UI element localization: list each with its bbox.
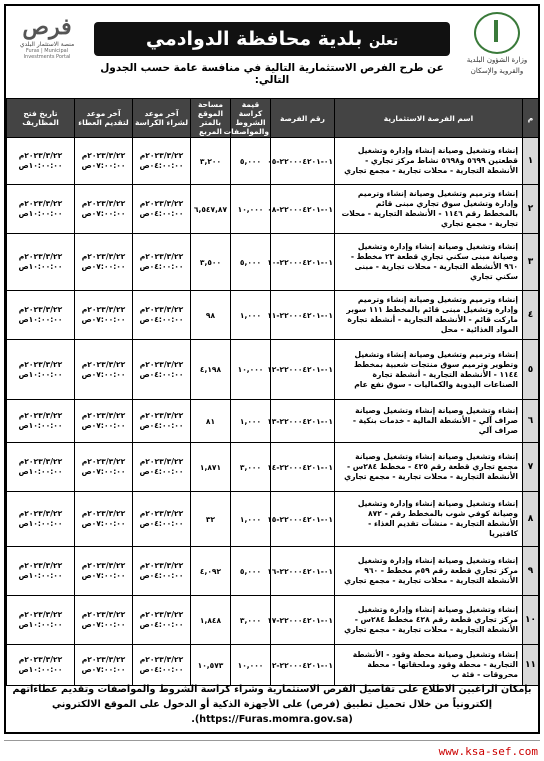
row-number: ٨ xyxy=(523,492,539,547)
booklet-price: ٥,٠٠٠ xyxy=(231,138,271,185)
booklet-price: ١٠,٠٠٠ xyxy=(231,185,271,234)
booklet-price: ١٠,٠٠٠ xyxy=(231,645,271,686)
ministry-logo xyxy=(462,12,532,78)
opening-date-date: ٢٠٢٣/٣/٢٢م xyxy=(18,151,63,160)
last-purchase-cell xyxy=(133,138,191,185)
opening-date-time: ١٠:٠٠:٠٠ص xyxy=(18,161,63,170)
last-purchase-time: ٠٤:٠٠:٠٠ص xyxy=(139,665,184,674)
opening-date-cell xyxy=(7,234,75,291)
table-row xyxy=(7,400,539,443)
last-submit-cell xyxy=(75,234,133,291)
site-area: ٨١ xyxy=(191,400,231,443)
opening-date-time: ١٠:٠٠:٠٠ص xyxy=(18,571,63,580)
opening-date-date: ٢٠٢٣/٣/٢٢م xyxy=(18,359,63,369)
last-submit-cell xyxy=(75,596,133,645)
last-submit-date: ٢٠٢٣/٣/٢٢م xyxy=(81,610,126,619)
site-area: ٤,٠٩٢ xyxy=(191,547,231,596)
last-purchase-time: ٠٤:٠٠:٠٠ص xyxy=(139,209,184,218)
watermark-link[interactable]: www.ksa-sef.com xyxy=(438,745,538,758)
last-submit-date: ٢٠٢٣/٣/٢٢م xyxy=(81,655,126,664)
header-last-purchase: آخر موعد لشراء الكراسة xyxy=(133,99,191,138)
furas-logo xyxy=(12,14,82,74)
opportunity-number: ٠١-٢٢٠٠٠٤٢٠١-١١ xyxy=(271,291,335,340)
last-purchase-time: ٠٤:٠٠:٠٠ص xyxy=(139,421,184,430)
table-row xyxy=(7,138,539,185)
opening-date-cell xyxy=(7,547,75,596)
row-number: ١١ xyxy=(523,645,539,686)
last-submit-time: ٠٧:٠٠:٠٠ص xyxy=(81,315,126,324)
last-submit-date: ٢٠٢٣/٣/٢٢م xyxy=(81,509,126,518)
booklet-price: ١,٠٠٠ xyxy=(231,492,271,547)
opening-date-date: ٢٠٢٣/٣/٢٢م xyxy=(18,509,63,518)
advertisement-frame xyxy=(4,4,540,734)
opening-date-time: ١٠:٠٠:٠٠ص xyxy=(18,209,63,218)
last-purchase-cell xyxy=(133,645,191,686)
last-submit-cell xyxy=(75,138,133,185)
last-purchase-date: ٢٠٢٣/٣/٢٢م xyxy=(139,199,184,208)
opening-date-cell xyxy=(7,138,75,185)
last-submit-time: ٠٧:٠٠:٠٠ص xyxy=(81,665,126,674)
last-purchase-cell xyxy=(133,234,191,291)
last-purchase-cell xyxy=(133,443,191,492)
table-row xyxy=(7,185,539,234)
opportunity-name: إنشاء وتشغيل وصيانة إنشاء وإدارة وتشغيل قطعتين ٥٦٩٩ و٥٦٩٨ نشاط مركز تجاري - الأنشطة التجارية - محلات تجارية - مجمع تجاري xyxy=(335,138,523,185)
last-submit-time: ٠٧:٠٠:٠٠ص xyxy=(81,262,126,271)
opportunity-name: إنشاء وتشغيل وصيانة إنشاء وتشغيل وصيانة مجمع تجاري قطعة رقم ٤٢٥ - مخطط ٢٨٤س - الأنشطة التجارية - محلات تجارية - مجمع تجاري xyxy=(335,443,523,492)
furas-caption-en: Furas | Municipal Investments Portal xyxy=(23,48,71,60)
last-purchase-time: ٠٤:٠٠:٠٠ص xyxy=(139,369,184,379)
table-row xyxy=(7,596,539,645)
row-number: ١ xyxy=(523,138,539,185)
last-purchase-time: ٠٤:٠٠:٠٠ص xyxy=(139,519,184,528)
opportunity-name: إنشاء وتشغيل وصيانة إنشاء وإدارة وتشغيل مركز تجاري قطعة رقم ٥٩م مخطط - ٩٦٠ الأنشطة التجارية - محلات تجارية - مجمع تجاري xyxy=(335,547,523,596)
site-area: ١,٨٧١ xyxy=(191,443,231,492)
divider xyxy=(4,740,540,741)
table-row xyxy=(7,291,539,340)
last-submit-time: ٠٧:٠٠:٠٠ص xyxy=(81,571,126,580)
furas-logo-text: فرص xyxy=(22,14,72,40)
last-submit-time: ٠٧:٠٠:٠٠ص xyxy=(81,620,126,629)
last-submit-time: ٠٧:٠٠:٠٠ص xyxy=(81,421,126,430)
last-purchase-cell xyxy=(133,596,191,645)
table-row xyxy=(7,645,539,686)
opening-date-date: ٢٠٢٣/٣/٢٢م xyxy=(18,457,63,466)
title-banner xyxy=(94,22,450,56)
opening-date-time: ١٠:٠٠:٠٠ص xyxy=(18,369,63,379)
last-purchase-date: ٢٠٢٣/٣/٢٢م xyxy=(139,411,184,420)
opening-date-time: ١٠:٠٠:٠٠ص xyxy=(18,315,63,324)
last-purchase-cell xyxy=(133,185,191,234)
site-area: ٩٨ xyxy=(191,291,231,340)
opening-date-date: ٢٠٢٣/٣/٢٢م xyxy=(18,305,63,314)
header-booklet-price: قيمة كراسة الشروط والمواصفات xyxy=(223,100,269,136)
last-submit-date: ٢٠٢٣/٣/٢٢م xyxy=(81,457,126,466)
header-name: اسم الفرصة الاستثمارية xyxy=(335,99,523,138)
opportunity-number: ٠١-٢٢٠٠٠٤٢٠١-١٢ xyxy=(271,340,335,400)
header-last-submit: آخر موعد لتقديم العطاء xyxy=(75,99,133,138)
opening-date-cell xyxy=(7,291,75,340)
last-submit-time: ٠٧:٠٠:٠٠ص xyxy=(81,467,126,476)
opening-date-cell xyxy=(7,340,75,400)
booklet-price: ١٠,٠٠٠ xyxy=(231,340,271,400)
opportunity-name: إنشاء وتشغيل وصيانة إنشاء وتشغيل وصيانة صراف آلي - الأنشطة المالية - خدمات بنكية - صراف آلي xyxy=(335,400,523,443)
table-row xyxy=(7,547,539,596)
announcer-text: تعلن xyxy=(368,34,399,49)
last-purchase-time: ٠٤:٠٠:٠٠ص xyxy=(139,571,184,580)
last-purchase-time: ٠٤:٠٠:٠٠ص xyxy=(139,620,184,629)
municipality-title: بلدية محافظة الدوادمي xyxy=(145,28,363,50)
last-submit-date: ٢٠٢٣/٣/٢٢م xyxy=(81,151,126,160)
last-submit-cell xyxy=(75,400,133,443)
opening-date-time: ١٠:٠٠:٠٠ص xyxy=(18,467,63,476)
header xyxy=(6,6,538,96)
opportunity-name: إنشاء وترميم وتشغيل وصيانة إنشاء وتشغيل وتطوير وترميم سوق منتجات شعبية بمخطط ١١٤٤ - الأنشطة التجارية - أنشطة تجارة الصناعات اليدوية والكماليات - سوق نفع عام xyxy=(335,340,523,400)
row-number: ٦ xyxy=(523,400,539,443)
last-purchase-date: ٢٠٢٣/٣/٢٢م xyxy=(139,610,184,619)
last-submit-cell xyxy=(75,547,133,596)
ministry-line-2: والقروية والإسكان xyxy=(470,67,524,75)
last-purchase-date: ٢٠٢٣/٣/٢٢م xyxy=(139,655,184,664)
last-submit-date: ٢٠٢٣/٣/٢٢م xyxy=(81,411,126,420)
booklet-price: ١,٠٠٠ xyxy=(231,291,271,340)
row-number: ٥ xyxy=(523,340,539,400)
last-purchase-cell xyxy=(133,400,191,443)
booklet-price: ٣,٠٠٠ xyxy=(231,596,271,645)
opening-date-cell xyxy=(7,492,75,547)
last-purchase-date: ٢٠٢٣/٣/٢٢م xyxy=(139,252,184,261)
opportunity-name: إنشاء وتشغيل وصيانة إنشاء وإدارة وتشغيل وصيانة كوفي شوب بالمخطط رقم - ٨٧٢ الأنشطة التجارية - منشآت تقديم الغذاء - كافتيريا xyxy=(335,492,523,547)
site-area: ٤,١٩٨ xyxy=(191,340,231,400)
last-submit-date: ٢٠٢٣/٣/٢٢م xyxy=(81,199,126,208)
site-area: ١,٨٤٨ xyxy=(191,596,231,645)
ministry-line-1: وزارة الشؤون البلدية xyxy=(466,56,528,64)
opening-date-time: ١٠:٠٠:٠٠ص xyxy=(18,421,63,430)
table-header-row xyxy=(7,99,539,138)
opening-date-cell xyxy=(7,645,75,686)
last-purchase-date: ٢٠٢٣/٣/٢٢م xyxy=(139,509,184,518)
last-purchase-time: ٠٤:٠٠:٠٠ص xyxy=(139,262,184,271)
table-row xyxy=(7,443,539,492)
opportunity-name: إنشاء وترميم وتشغيل وصيانة إنشاء وترميم وإدارة وتشغيل سوق تجاري مبنى قائم بالمخطط رقم ١١٤٦ - الأنشطة التجارية - محلات تجارية - مجمع تجاري xyxy=(335,185,523,234)
row-number: ٣ xyxy=(523,234,539,291)
last-submit-date: ٢٠٢٣/٣/٢٢م xyxy=(81,359,126,369)
table-row xyxy=(7,340,539,400)
last-submit-cell xyxy=(75,291,133,340)
opportunity-number: ٠١-٢٢٠٠٠٤٢٠١-١٥ xyxy=(271,492,335,547)
opportunity-number: ٠١-٢٢٠٠٠٤٢٠١-١٠ xyxy=(271,234,335,291)
last-submit-date: ٢٠٢٣/٣/٢٢م xyxy=(81,561,126,570)
opening-date-date: ٢٠٢٣/٣/٢٢م xyxy=(18,655,63,664)
site-area: ٣٢ xyxy=(191,492,231,547)
opportunity-number: ٠١-٢٢٠٠٠٤٢٠١-١٣ xyxy=(271,400,335,443)
site-area: ٣,٥٠٠ xyxy=(191,234,231,291)
last-submit-cell xyxy=(75,443,133,492)
opportunity-number: ٠١-٢٢٠٠٠٤٢٠١-١٦ xyxy=(271,547,335,596)
site-area: ١٠,٥٧٣ xyxy=(191,645,231,686)
table-row xyxy=(7,234,539,291)
opportunity-name: إنشاء وتشغيل وصيانة محطة وقود - الأنشطة التجارية - محطة وقود وملحقاتها - محطة محروقات - فئة ب xyxy=(335,645,523,686)
opportunity-number: ٠١-٢٢٠٠٠٤٢٠١-١٧ xyxy=(271,596,335,645)
site-area: ٦,٥٤٧,٨٧ xyxy=(191,185,231,234)
last-submit-cell xyxy=(75,185,133,234)
header-opening-date: تاريخ فتح المظاريف xyxy=(7,99,75,138)
header-area: مساحة الموقع بالمتر المربع xyxy=(191,99,231,138)
booklet-price: ١,٠٠٠ xyxy=(231,400,271,443)
last-purchase-date: ٢٠٢٣/٣/٢٢م xyxy=(139,359,184,369)
opportunity-name: إنشاء وتشغيل وصيانة إنشاء وإدارة وتشغيل وصيانة مبنى سكني تجاري قطعة ٢٣ مخطط - ٩٦٠ الأنشطة التجارية - محلات تجارية - مبنى سكني تجاري xyxy=(335,234,523,291)
opening-date-time: ١٠:٠٠:٠٠ص xyxy=(18,665,63,674)
opening-date-cell xyxy=(7,400,75,443)
opportunity-name: إنشاء وترميم وتشغيل وصيانة إنشاء وترميم وإدارة وتشغيل مبنى قائم بالمخطط ١١١ سوبر ماركت قائم - الأنشطة التجارية - أنشطة تجارة المواد الغذائية - محل xyxy=(335,291,523,340)
furas-caption: منصة الاستثمار البلدي xyxy=(19,41,75,48)
opening-date-date: ٢٠٢٣/٣/٢٢م xyxy=(18,610,63,619)
row-number: ٢ xyxy=(523,185,539,234)
last-submit-date: ٢٠٢٣/٣/٢٢م xyxy=(81,252,126,261)
opportunity-number: ٠١-٢٢٠٠٠٤٢٠١-٢ xyxy=(271,645,335,686)
table-body xyxy=(7,138,539,686)
last-purchase-time: ٠٤:٠٠:٠٠ص xyxy=(139,467,184,476)
last-purchase-cell xyxy=(133,492,191,547)
opening-date-cell xyxy=(7,443,75,492)
last-purchase-time: ٠٤:٠٠:٠٠ص xyxy=(139,315,184,324)
last-submit-time: ٠٧:٠٠:٠٠ص xyxy=(81,161,126,170)
opening-date-time: ١٠:٠٠:٠٠ص xyxy=(18,519,63,528)
opening-date-date: ٢٠٢٣/٣/٢٢م xyxy=(18,561,63,570)
header-opportunity-no: رقم الفرصة xyxy=(271,99,335,138)
last-submit-time: ٠٧:٠٠:٠٠ص xyxy=(81,369,126,379)
last-submit-time: ٠٧:٠٠:٠٠ص xyxy=(81,209,126,218)
booklet-price: ٣,٠٠٠ xyxy=(231,443,271,492)
footer-notice: بإمكان الراغبين الاطلاع على تفاصيل الفرص الاستثمارية وشراء كراسة الشروط والمواصفات وتقديم عطاءاتهم إلكترونياً من خلال تحميل تطبيق (فرص) على الأجهزة الذكية أو الدخول على الموقع الالكتروني (https://Furas.momra.gov.sa). xyxy=(12,684,532,725)
table-row xyxy=(7,492,539,547)
last-submit-date: ٢٠٢٣/٣/٢٢م xyxy=(81,305,126,314)
last-submit-cell xyxy=(75,492,133,547)
last-purchase-time: ٠٤:٠٠:٠٠ص xyxy=(139,161,184,170)
last-purchase-date: ٢٠٢٣/٣/٢٢م xyxy=(139,151,184,160)
row-number: ٩ xyxy=(523,547,539,596)
opportunities-table xyxy=(6,98,539,686)
opening-date-date: ٢٠٢٣/٣/٢٢م xyxy=(18,199,63,208)
subtitle: عن طرح الفرص الاستثمارية التالية في منافسة عامة حسب الجدول التالي: xyxy=(100,62,444,86)
site-area: ٣,٢٠٠ xyxy=(191,138,231,185)
opening-date-date: ٢٠٢٣/٣/٢٢م xyxy=(18,252,63,261)
last-submit-time: ٠٧:٠٠:٠٠ص xyxy=(81,519,126,528)
opportunity-number: ٠١-٢٢٠٠٠٤٢٠١-٠٥ xyxy=(271,138,335,185)
opportunity-number: ٠١-٢٢٠٠٠٤٢٠١-١٤ xyxy=(271,443,335,492)
last-purchase-cell xyxy=(133,547,191,596)
opening-date-time: ١٠:٠٠:٠٠ص xyxy=(18,620,63,629)
booklet-price: ٥,٠٠٠ xyxy=(231,547,271,596)
last-purchase-date: ٢٠٢٣/٣/٢٢م xyxy=(139,561,184,570)
opening-date-cell xyxy=(7,185,75,234)
opportunity-number: ٠١-٢٢٠٠٠٤٢٠١-٠٨ xyxy=(271,185,335,234)
opening-date-date: ٢٠٢٣/٣/٢٢م xyxy=(18,411,63,420)
row-number: ١٠ xyxy=(523,596,539,645)
opening-date-time: ١٠:٠٠:٠٠ص xyxy=(18,262,63,271)
last-submit-cell xyxy=(75,645,133,686)
row-number: ٧ xyxy=(523,443,539,492)
header-no: م xyxy=(523,99,539,138)
opening-date-cell xyxy=(7,596,75,645)
last-submit-cell xyxy=(75,340,133,400)
opportunity-name: إنشاء وتشغيل وصيانة إنشاء وإدارة وتشغيل مركز تجاري قطعة رقم ٤٢٨ مخطط ٢٨٤س - الأنشطة التجارية - محلات تجارية - مجمع تجاري xyxy=(335,596,523,645)
row-number: ٤ xyxy=(523,291,539,340)
last-purchase-date: ٢٠٢٣/٣/٢٢م xyxy=(139,305,184,314)
last-purchase-date: ٢٠٢٣/٣/٢٢م xyxy=(139,457,184,466)
booklet-price: ٥,٠٠٠ xyxy=(231,234,271,291)
last-purchase-cell xyxy=(133,340,191,400)
last-purchase-cell xyxy=(133,291,191,340)
palm-emblem-icon xyxy=(474,12,520,54)
